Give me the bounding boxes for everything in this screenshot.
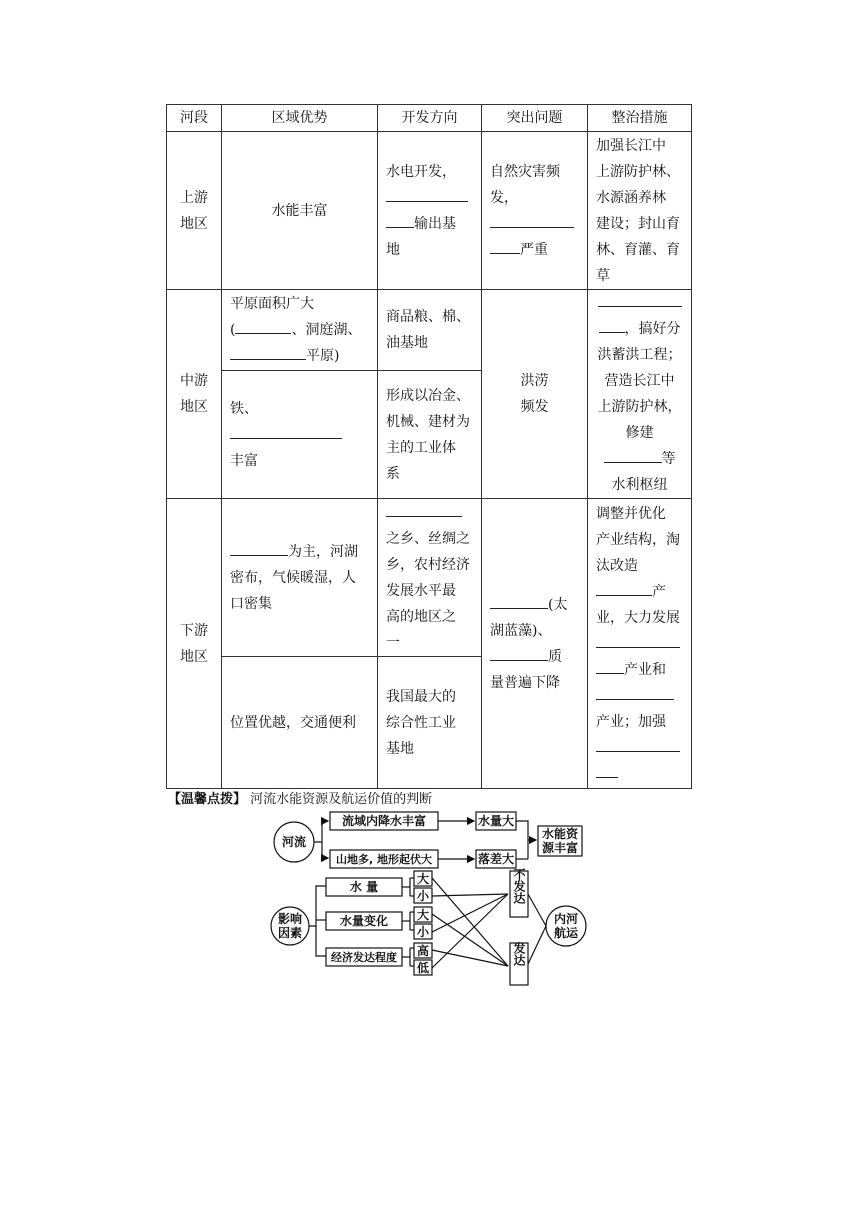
blank-line[interactable]	[490, 237, 520, 254]
change-label: 水量变化	[339, 914, 389, 928]
econ-label: 经济发达程度	[331, 951, 397, 964]
drop-label: 落差大	[477, 852, 515, 866]
inland-label-1: 内河	[553, 912, 579, 926]
big-label-2: 大	[416, 908, 430, 922]
blank-line[interactable]	[596, 683, 674, 700]
middle-direction-1: 商品粮、棉、 油基地	[378, 290, 482, 371]
lower-advantage-2: 位置优越，交通便利	[222, 657, 378, 789]
mountain-label: 山地多, 地形起伏大	[335, 853, 433, 866]
big-label-1: 大	[416, 872, 430, 886]
developed-label: 发达	[512, 942, 526, 966]
blank-line[interactable]	[596, 579, 652, 596]
table-row-lower-1	[167, 499, 692, 657]
header-advantage: 区域优势	[222, 105, 378, 132]
blank-line[interactable]	[230, 343, 306, 360]
middle-advantage-1: 平原面积广大 ( 、洞庭湖、 平原)	[222, 290, 378, 371]
low-label: 低	[416, 961, 430, 975]
middle-advantage-2: 铁、 丰富	[222, 371, 378, 499]
blank-line[interactable]	[386, 500, 462, 517]
lower-problem: (太 湖蓝藻)、 质 量普遍下降	[482, 499, 588, 789]
undeveloped-label: 不发达	[512, 868, 526, 904]
blank-line[interactable]	[596, 761, 618, 778]
middle-section-name: 中游 地区	[167, 290, 222, 499]
blank-line[interactable]	[490, 592, 548, 609]
upper-measures: 加强长江中 上游防护林、 水源涵养林 建设；封山育 林、育灌、育 草	[588, 132, 692, 290]
blank-line[interactable]	[490, 644, 548, 661]
blank-line[interactable]	[596, 657, 624, 674]
small-label-1: 小	[416, 889, 430, 903]
blank-line[interactable]	[596, 735, 680, 752]
upper-problem: 自然灾害频 发， 严重	[482, 132, 588, 290]
upper-direction: 水电开发， 输出基 地	[378, 132, 482, 290]
rain-label: 流域内降水丰富	[341, 814, 427, 828]
high-label: 高	[416, 944, 430, 958]
hydro-label-2: 源丰富	[541, 841, 579, 855]
lower-measures: 调整并优化 产业结构，淘 汰改造 产 业，大力发展 产业和 产业；加强	[588, 499, 692, 789]
lower-section-name: 下游 地区	[167, 499, 222, 789]
inland-label-2: 航运	[553, 926, 579, 940]
blank-line[interactable]	[230, 539, 288, 556]
hydro-label-1: 水能资	[541, 827, 579, 841]
volume-label: 水 量	[349, 880, 379, 894]
header-measures: 整治措施	[588, 105, 692, 132]
blank-line[interactable]	[235, 317, 291, 334]
table-row-upper	[167, 132, 692, 290]
lower-direction-1: 之乡、丝绸之 乡，农村经济 发展水平最 高的地区之 一	[378, 499, 482, 657]
river-development-table	[166, 104, 692, 789]
header-direction: 开发方向	[378, 105, 482, 132]
factors-label-2: 因素	[277, 926, 303, 940]
table-header-row	[167, 105, 692, 132]
lower-direction-2: 我国最大的 综合性工业 基地	[378, 657, 482, 789]
tip-line	[168, 788, 432, 807]
tip-text: 河流水能资源及航运价值的判断	[250, 792, 433, 807]
small-label-2: 小	[416, 925, 430, 939]
blank-line[interactable]	[604, 446, 662, 463]
lower-advantage-1: 为主，河湖 密布，气候暖湿，人 口密集	[222, 499, 378, 657]
middle-measures: ，搞好分 洪蓄洪工程； 营造长江中 上游防护林， 修建 等 水利枢纽	[588, 290, 692, 499]
blank-line[interactable]	[386, 211, 414, 228]
blank-line[interactable]	[596, 631, 680, 648]
table-row-middle-1	[167, 290, 692, 371]
blank-line[interactable]	[598, 290, 682, 307]
upper-advantage: 水能丰富	[222, 132, 378, 290]
header-problem: 突出问题	[482, 105, 588, 132]
blank-line[interactable]	[386, 185, 468, 202]
flow-label: 水量大	[477, 814, 515, 828]
river-judgement-diagram	[270, 808, 600, 988]
upper-section-name: 上游 地区	[167, 132, 222, 290]
blank-line[interactable]	[490, 211, 574, 228]
factors-label-1: 影响	[277, 912, 303, 926]
header-section: 河段	[167, 105, 222, 132]
middle-direction-2: 形成以冶金、 机械、建材为 主的工业体 系	[378, 371, 482, 499]
tip-tag: 【温馨点拨】	[168, 792, 247, 807]
blank-line[interactable]	[230, 422, 342, 439]
blank-line[interactable]	[599, 316, 625, 333]
river-label: 河流	[281, 835, 307, 849]
middle-problem: 洪涝 频发	[482, 290, 588, 499]
